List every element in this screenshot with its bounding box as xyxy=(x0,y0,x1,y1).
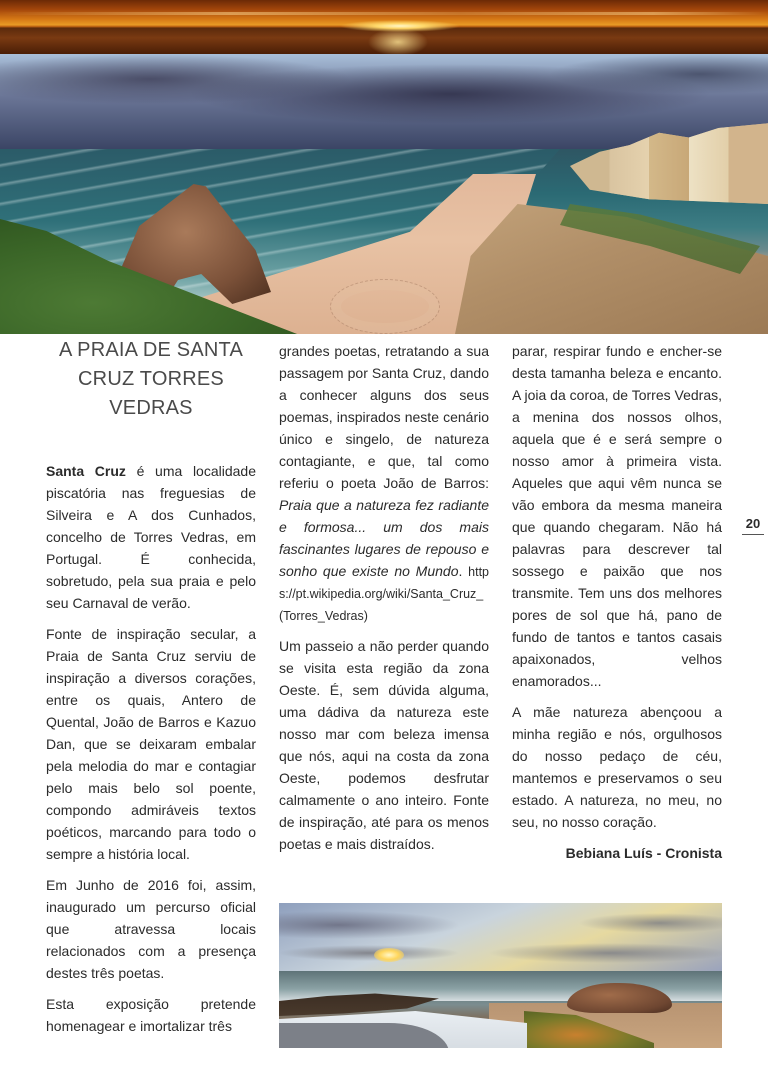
author-signature: Bebiana Luís - Cronista xyxy=(565,845,722,861)
paragraph-exhibition: Esta exposição pretende homenagear e imortalizar três xyxy=(46,996,256,1034)
article-column-1 xyxy=(46,336,256,1046)
photo2-sun xyxy=(374,948,404,962)
paragraph-route: Em Junho de 2016 foi, assim, inaugurado um percurso oficial que atravessa locais relacionados com a presença destes três poetas. xyxy=(46,877,256,981)
paragraph-poets xyxy=(279,340,489,626)
photo2-sky xyxy=(279,903,722,971)
title-line-1: A PRAIA DE SANTA xyxy=(58,339,243,361)
article-title xyxy=(46,336,256,423)
title-line-3: VEDRAS xyxy=(109,397,193,419)
photo-sky xyxy=(0,54,768,149)
page-number: 20 xyxy=(742,516,764,535)
paragraph-inspiration: Fonte de inspiração secular, a Praia de Santa Cruz serviu de inspiração a diversos corações, entre os quais, Antero de Quental, João de Barros e Kazuo Dan, que se deixaram embalar pela melodia do mar e contagiar pelo mais belo sol poente, compondo admiráveis textos poéticos, marcando para todo o sempre a história local. xyxy=(46,626,256,862)
paragraph-walk: Um passeio a não perder quando se visita esta região da zona Oeste. É, sem dúvida alguma, uma dádiva da natureza este nosso mar com beleza imensa que nós, aqui na costa da zona Oeste, podemos desfrutar calmamente o ano inteiro. Fonte de inspiração, até para os menos poetas e mais distraídos. xyxy=(279,638,489,852)
sunset-banner-image xyxy=(0,0,768,54)
santa-cruz-beach-photo xyxy=(0,54,768,334)
paragraph-beauty: parar, respirar fundo e encher-se desta tamanha beleza e encanto. A joia da coroa, de Torres Vedras, a menina dos nossos olhos, aquela que é e será sempre o nosso amor à primeira vista. Aqueles que aqui vêm nunca se vão embora da mesma maneira que quando chegaram. Não há palavras para descrever tal sossego e paixão que nos transmite. Tem uns dos melhores pores de sol que há, pano de fundo de tantos e tantos casais apaixonados, velhos enamorados... xyxy=(512,343,722,689)
title-line-2: CRUZ TORRES xyxy=(78,368,224,390)
poets-text: grandes poetas, retratando a sua passagem por Santa Cruz, dando a conhecer alguns dos seus poemas, inspirados neste cenário único e singelo, de natureza contagiante, e que, tal como referiu o poeta João de Barros: xyxy=(279,343,489,491)
article-column-3 xyxy=(512,340,722,864)
place-name: Santa Cruz xyxy=(46,463,126,479)
article-column-2 xyxy=(279,340,489,864)
photo-sand-pattern xyxy=(330,279,440,334)
poem-quote: Praia que a natureza fez radiante e formosa... um dos mais fascinantes lugares de repouso e sonho que existe no Mundo xyxy=(279,497,489,579)
wikipedia-link[interactable]: https://pt.wikipedia.org/wiki/Santa_Cruz_(Torres_Vedras) xyxy=(279,565,490,623)
paragraph-intro xyxy=(46,460,256,614)
sunset-beach-photo xyxy=(279,903,722,1048)
paragraph-nature: A mãe natureza abençoou a minha região e nós, orgulhosos do nosso pedaço de céu, mantemos e preservamos o seu estado. A natureza, no meu, no seu, no nosso coração. xyxy=(512,704,722,830)
intro-text: é uma localidade piscatória nas freguesias de Silveira e A dos Cunhados, concelho de Torres Vedras, em Portugal. É conhecida, sobretudo, pela sua praia e pelo seu Carnaval de verão. xyxy=(46,463,256,611)
quote-period: . xyxy=(458,563,463,579)
